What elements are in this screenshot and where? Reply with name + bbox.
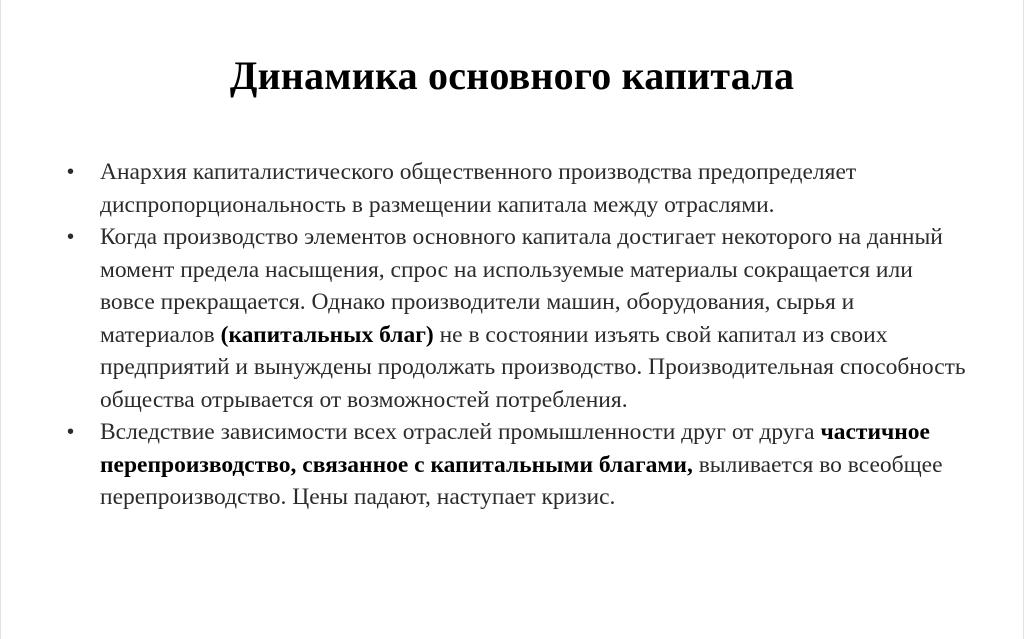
bullet-item — [67, 156, 967, 221]
bullet-item — [67, 221, 967, 416]
bullet-list — [67, 156, 967, 514]
bullet-bold-text: частичное перепроизводство, связанное с капитальными благами, — [100, 419, 930, 478]
bullet-text-part: не в состоянии изъять свой капитал из своих предприятий и вынуждены продолжать производство. Производительная способность общества отрывается от возможностей потребления. — [100, 321, 966, 413]
bullet-icon: • — [67, 226, 75, 248]
bullet-icon: • — [67, 421, 75, 443]
bullet-text-part: выливается во всеобщее перепроизводство. Цены падают, наступает кризис. — [100, 451, 943, 510]
bullet-text: Анархия капиталистического общественного производства предопределяет диспропорциональность в размещении капитала между отраслями. — [100, 159, 857, 218]
bullet-text-part: Когда производство элементов основного капитала достигает некоторого на данный момент предела насыщения, спрос на используемые материалы сокращается или вовсе прекращается. Однако производители машин, оборудования, сырья и материалов — [100, 224, 943, 348]
bullet-icon: • — [67, 161, 75, 183]
bullet-text-part: Вследствие зависимости всех отраслей промышленности друг от друга — [100, 419, 821, 445]
bullet-item — [67, 416, 967, 514]
slide-title: Динамика основного капитала — [229, 53, 795, 98]
bullet-bold-text: (капитальных благ) — [220, 321, 434, 348]
